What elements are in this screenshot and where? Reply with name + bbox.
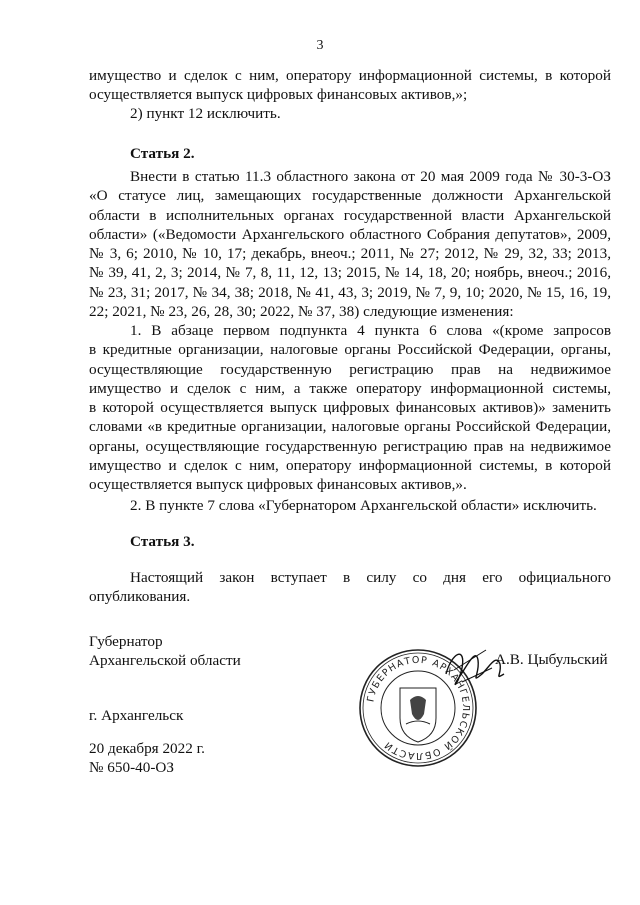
law-date-number [89,739,205,777]
intro-paragraph [89,66,611,105]
text-line: осуществляющие государственную регистрацию прав на недвижимое [89,360,611,378]
text-line: № 23, 31; 2017, № 34, 38; 2018, № 41, 43, 3; 2019, № 7, 9, 10; 2020, № 15, 16, 19, [89,283,611,301]
svg-text:ГУБЕРНАТОР АРХАНГЕЛЬСКОЙ ОБЛАС: ГУБЕРНАТОР АРХАНГЕЛЬСКОЙ ОБЛАСТИ [365,654,472,762]
signatory-title-line: Архангельской области [89,652,241,669]
signatory-name: А.В. Цыбульский [495,651,608,668]
page-number: 3 [316,38,324,53]
law-number: № 650-40-ОЗ [89,759,174,776]
text-line: словами «в кредитные организации, налоговые органы Российской Федерации, [89,418,611,436]
article-2-heading: Статья 2. [130,145,195,162]
text-line: имущество и сделок с ним, а также оператору информационной системы, [89,379,611,397]
law-date: 20 декабря 2022 г. [89,740,205,757]
article-3-heading: Статья 3. [130,533,195,550]
text-line: осуществляется выпуск цифровых финансовых активов,». [89,476,467,494]
text-line: Настоящий закон вступает в силу со дня его официального [130,569,611,586]
city: г. Архангельск [89,707,184,724]
text-line: «О статусе лиц, замещающих государственные должности Архангельской [89,187,611,205]
text-line: в кредитные организации, налоговые органы Российской Федерации, органы, [89,341,611,359]
signatory-title-line: Губернатор [89,633,163,650]
text-line: опубликования. [89,588,191,606]
text-line: имущество и сделок с ним, оператору информационной системы, в которой [89,457,611,475]
article-2-item-1 [89,321,611,495]
text-line: органы, осуществляющие государственную регистрацию прав на недвижимое [89,437,611,455]
text-line: осуществляется выпуск цифровых финансовых активов,»; [89,86,468,104]
text-line: в которой осуществляется выпуск цифровых финансовых активов)» заменить [89,399,611,417]
text-line: № 39, 41, 2, 3; 2014, № 7, 8, 11, 12, 13; 2015, № 14, 18, 20; ноябрь, внеоч.; 2016, [89,264,611,282]
text-line: имущество и сделок с ним, оператору информационной системы, в которой [89,67,611,84]
text-line: Внести в статью 11.3 областного закона от 20 мая 2009 года № 30-3-ОЗ [130,168,611,185]
intro-item-2: 2) пункт 12 исключить. [130,105,281,122]
article-2-item-2: 2. В пункте 7 слова «Губернатором Архангельской области» исключить. [130,497,597,514]
text-line: 1. В абзаце первом подпункта 4 пункта 6 слова «(кроме запросов [130,322,611,339]
signatory-title [89,632,241,670]
text-line: области» («Ведомости Архангельского областного Собрания депутатов», 2009, [89,225,611,243]
text-line: № 3, 6; 2010, № 10, 17; декабрь, внеоч.; 2011, № 27; 2012, № 29, 32, 33; 2013, [89,245,611,263]
article-3-paragraph [89,568,611,607]
text-line: 22; 2021, № 23, 26, 28, 30; 2022, № 37, 38) следующие изменения: [89,303,514,321]
text-line: области в исполнительных органах государственной власти Архангельской [89,206,611,224]
article-2-paragraph [89,167,611,321]
